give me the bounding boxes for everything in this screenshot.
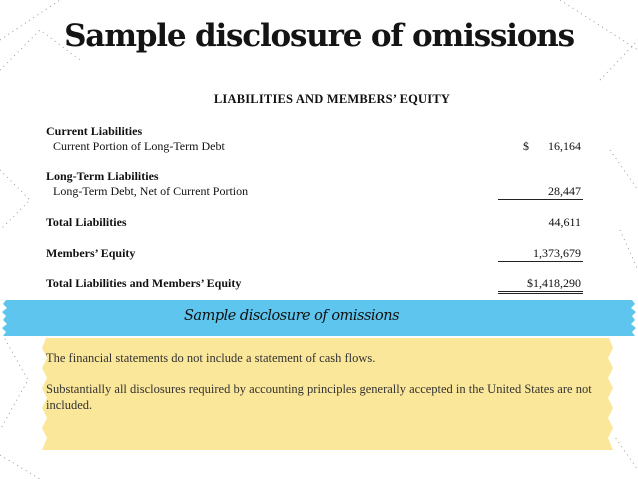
row-amount: 16,164 xyxy=(548,139,581,153)
statement-heading: LIABILITIES AND MEMBERS’ EQUITY xyxy=(213,92,451,106)
dollar-sign: $ xyxy=(523,139,529,153)
note-paragraph: The financial statements do not include a statement of cash flows. xyxy=(46,351,376,365)
row-amount: $1,418,290 xyxy=(498,276,583,294)
row-label: Current Liabilities xyxy=(46,124,143,138)
slide-title: Sample disclosure of omissions xyxy=(64,18,574,54)
row-label: Current Portion of Long-Term Debt xyxy=(53,139,225,153)
note-paragraph: Substantially all disclosures required by accounting principles generally accepted in the United States are not included. xyxy=(46,382,592,412)
band-caption: Sample disclosure of omissions xyxy=(184,308,400,324)
row-amount: 28,447 xyxy=(498,184,583,200)
row-label: Total Liabilities and Members’ Equity xyxy=(46,276,242,290)
row-label: Long-Term Liabilities xyxy=(46,169,159,183)
row-amount: 44,611 xyxy=(548,215,581,229)
row-label: Members’ Equity xyxy=(46,246,136,260)
row-amount: 1,373,679 xyxy=(498,246,583,262)
band-torn-edge-left xyxy=(0,300,10,336)
row-label: Long-Term Debt, Net of Current Portion xyxy=(53,184,249,198)
row-label: Total Liabilities xyxy=(46,215,127,229)
financial-statement xyxy=(40,92,600,107)
band-torn-edge-right xyxy=(628,300,638,336)
